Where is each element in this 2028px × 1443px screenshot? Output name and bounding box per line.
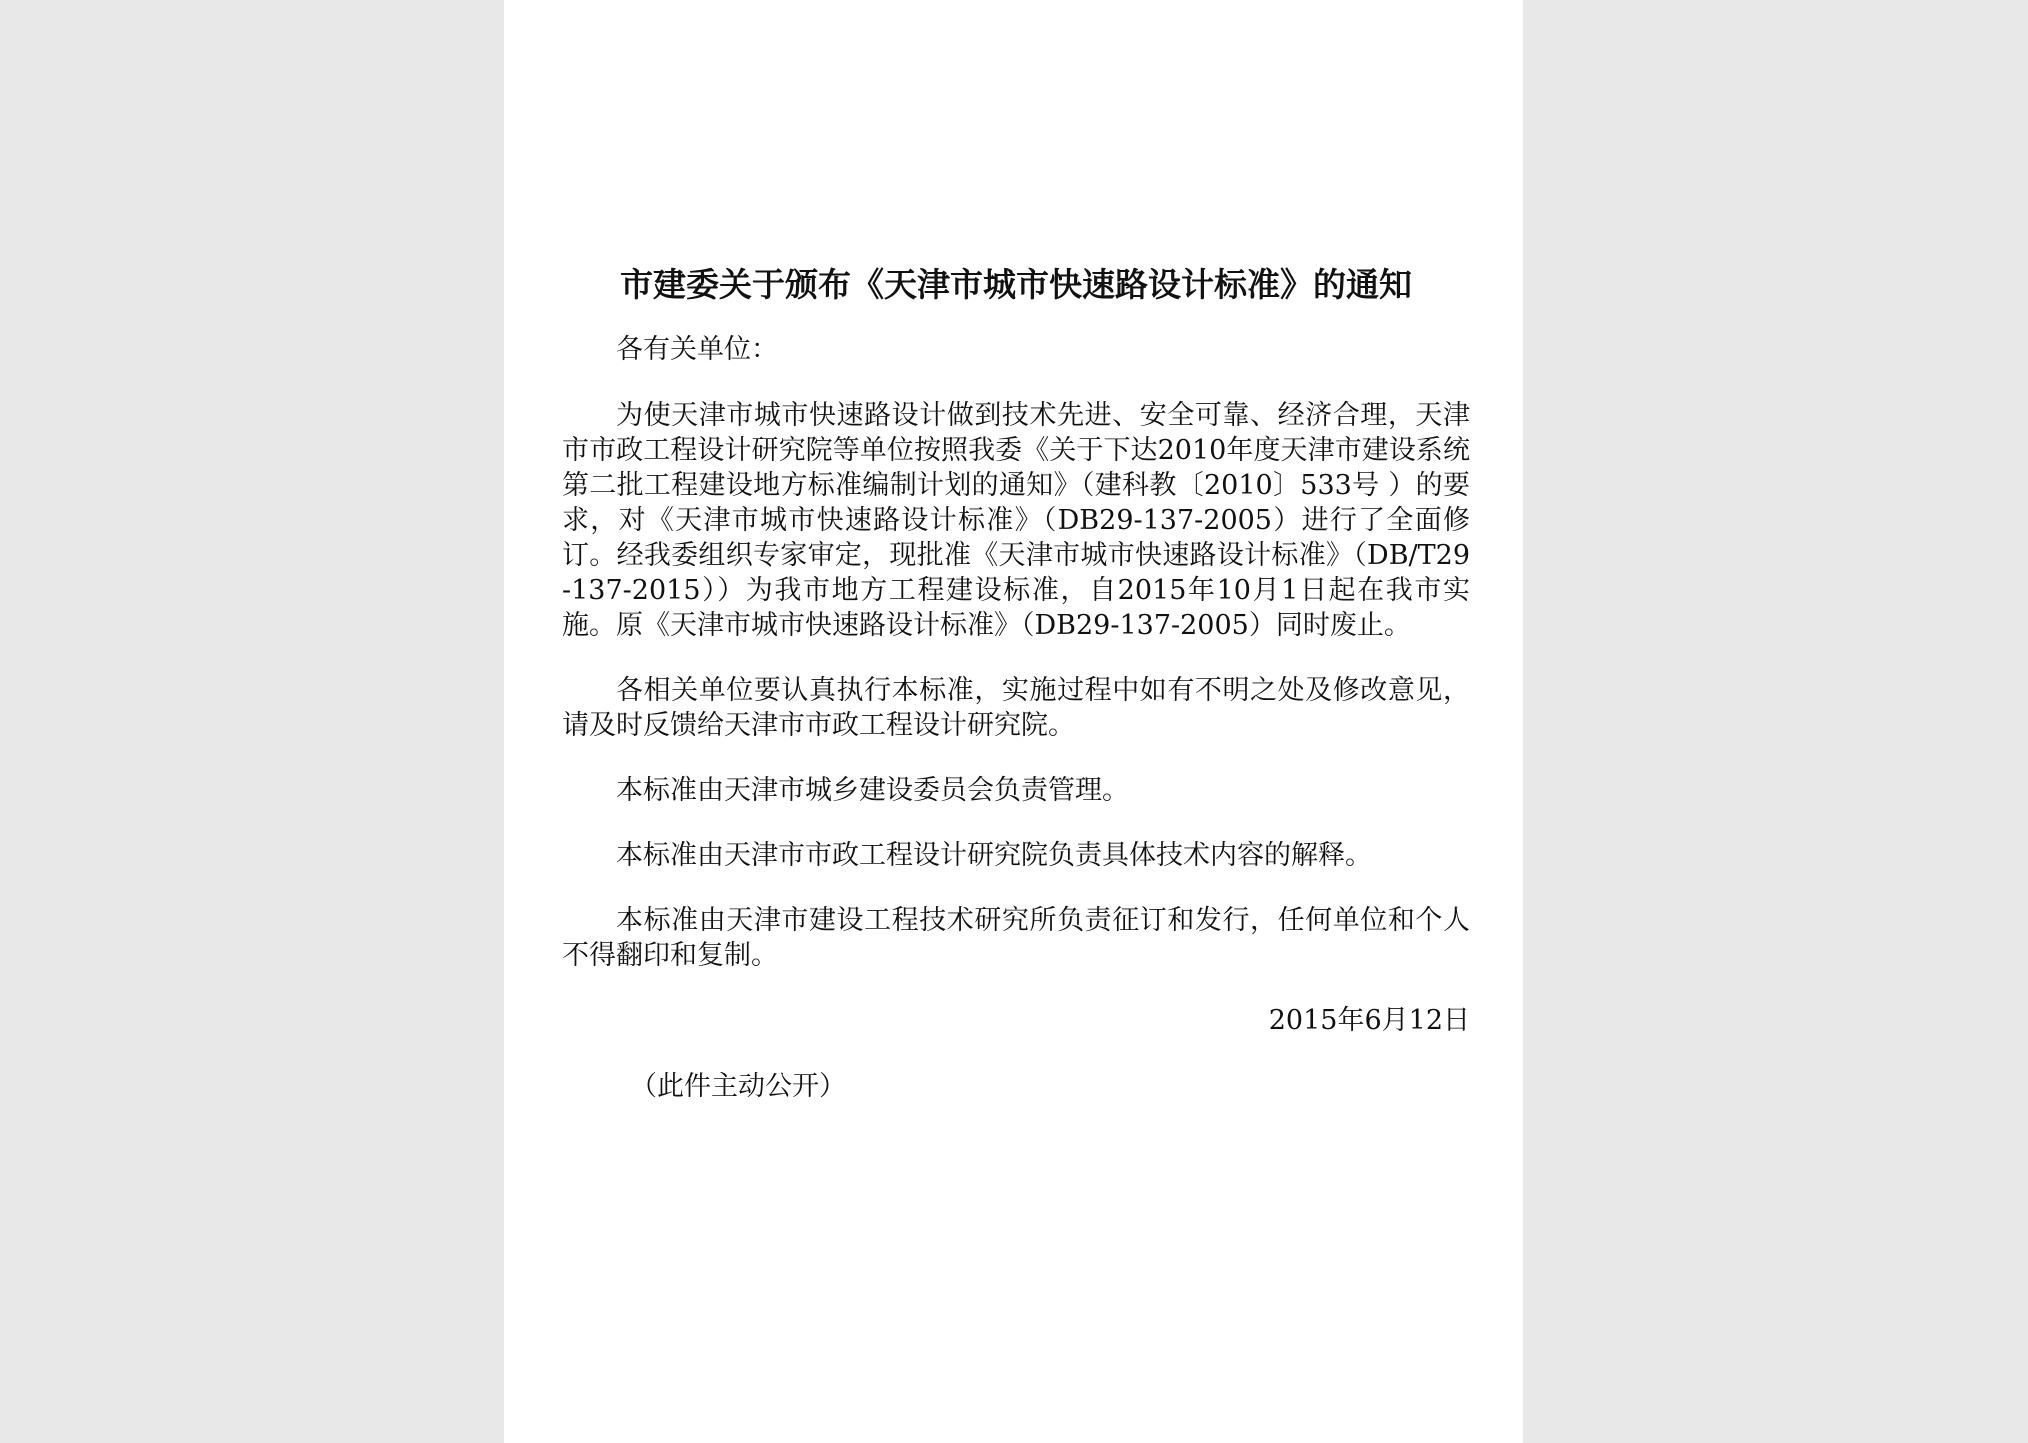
document-content <box>562 262 1470 1105</box>
paragraph-management: 本标准由天津市城乡建设委员会负责管理。 <box>616 775 1129 806</box>
document-page <box>504 0 1523 1443</box>
document-title: 市建委关于颁布《天津市城市快速路设计标准》的通知 <box>620 265 1412 304</box>
paragraph-interpretation: 本标准由天津市市政工程设计研究院负责具体技术内容的解释。 <box>616 840 1372 871</box>
paragraph-approval: 为使天津市城市快速路设计做到技术先进、安全可靠、经济合理，天津市市政工程设计研究院等单位按照我委《关于下达2010年度天津市建设系统第二批工程建设地方标准编制计划的通知》（建科教〔2010〕533号 ）的要求，对《天津市城市快速路设计标准》（DB29-137-2005）进行了全面修订。经我委组织专家审定，现批准《天津市城市快速路设计标准》（DB/T29-137-2015））为我市地方工程建设标准，自2015年10月1日起在我市实施。原《天津市城市快速路设计标准》（DB29-137-2005）同时废止。 <box>562 400 1470 641</box>
salutation: 各有关单位： <box>616 334 778 365</box>
paragraph-feedback: 各相关单位要认真执行本标准，实施过程中如有不明之处及修改意见，请及时反馈给天津市市政工程设计研究院。 <box>562 675 1470 741</box>
issue-date: 2015年6月12日 <box>1268 1005 1470 1036</box>
public-disclosure-note: （此件主动公开） <box>630 1071 846 1102</box>
paragraph-distribution: 本标准由天津市建设工程技术研究所负责征订和发行，任何单位和个人不得翻印和复制。 <box>562 905 1470 971</box>
